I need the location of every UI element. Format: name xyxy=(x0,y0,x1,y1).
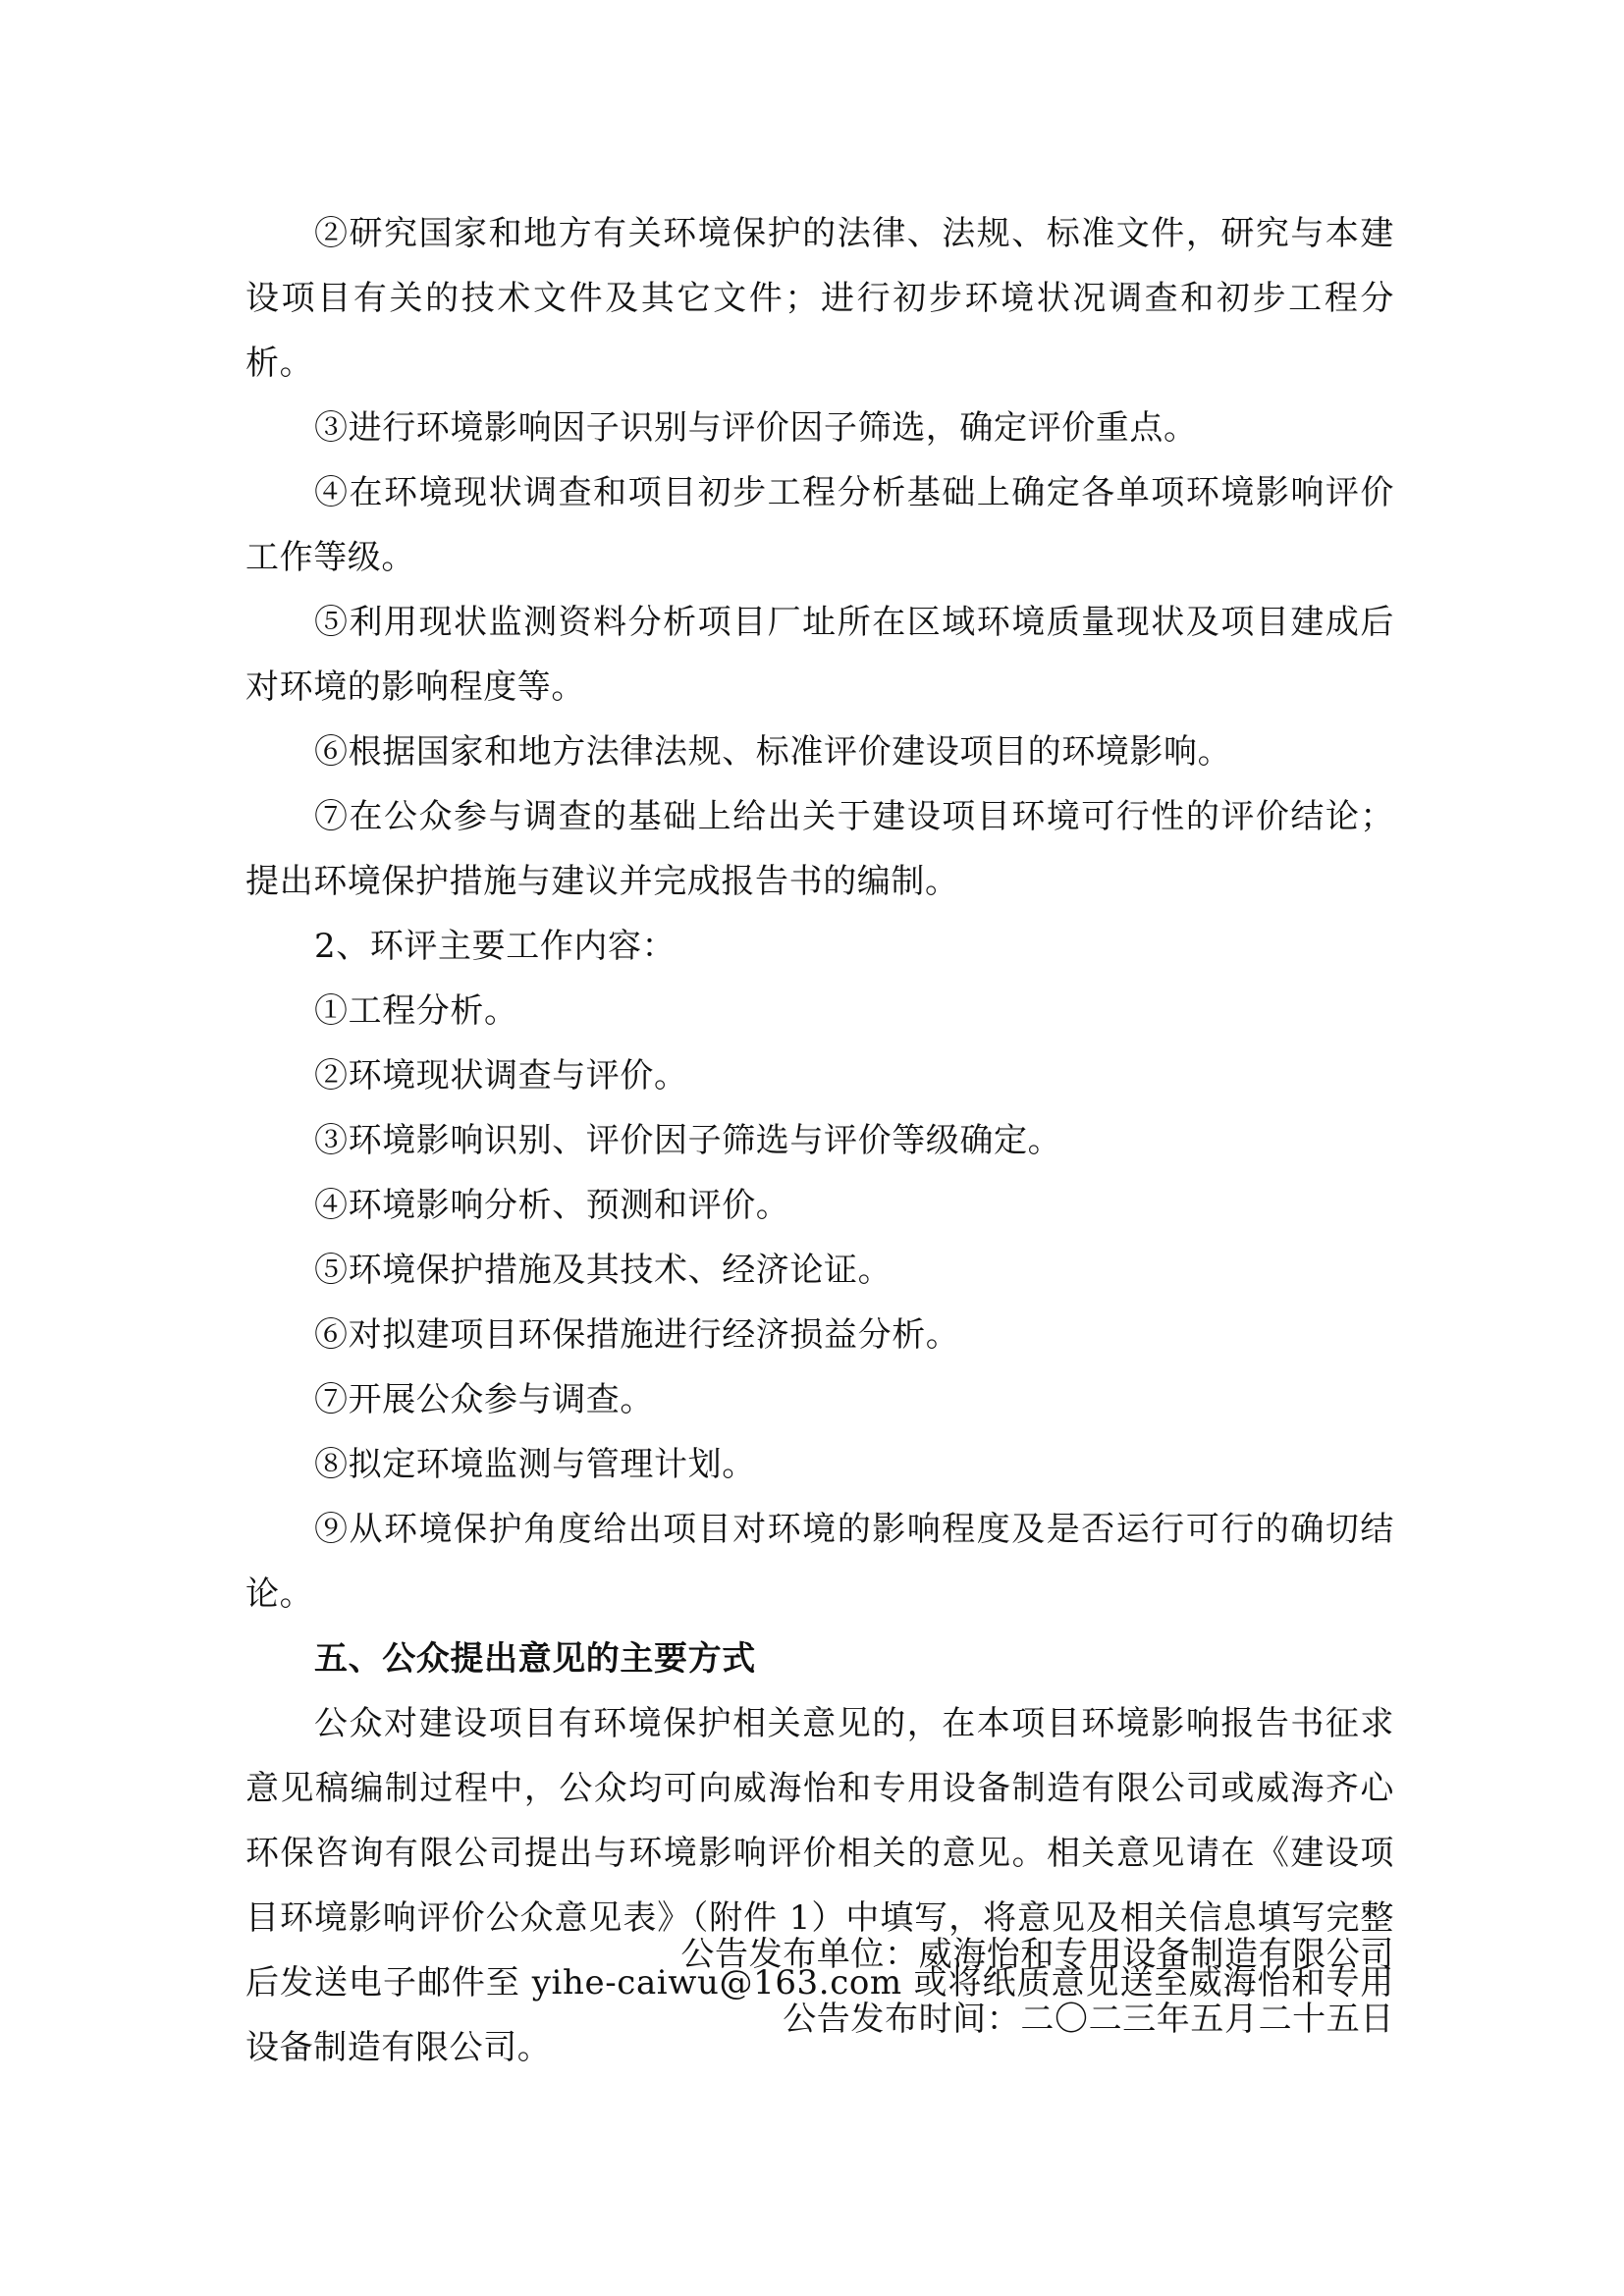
section-heading-public-opinion: 五、公众提出意见的主要方式 xyxy=(314,1639,756,1679)
signature-block xyxy=(680,1922,1394,2052)
work-item-7: ⑦开展公众参与调查。 xyxy=(314,1380,654,1419)
work-item-6: ⑥对拟建项目环保措施进行经济损益分析。 xyxy=(314,1315,960,1355)
work-item-9: ⑨从环境保护角度给出项目对环境的影响程度及是否运行可行的确切结论。 xyxy=(245,1510,1394,1614)
paragraph-step-4: ④在环境现状调查和项目初步工程分析基础上确定各单项环境影响评价工作等级。 xyxy=(245,473,1394,577)
work-item-2: ②环境现状调查与评价。 xyxy=(314,1056,688,1095)
work-item-3: ③环境影响识别、评价因子筛选与评价等级确定。 xyxy=(314,1121,1062,1160)
paragraph-step-3: ③进行环境影响因子识别与评价因子筛选，确定评价重点。 xyxy=(314,408,1198,448)
work-item-5: ⑤环境保护措施及其技术、经济论证。 xyxy=(314,1251,893,1290)
subheading-main-work: 2、环评主要工作内容： xyxy=(314,927,677,966)
paragraph-step-7: ⑦在公众参与调查的基础上给出关于建设项目环境可行性的评价结论；提出环境保护措施与建议并完成报告书的编制。 xyxy=(245,797,1394,901)
publish-date-line: 公告发布时间：二〇二三年五月二十五日 xyxy=(783,2000,1394,2039)
document-body xyxy=(245,201,1394,2080)
work-item-8: ⑧拟定环境监测与管理计划。 xyxy=(314,1445,756,1484)
paragraph-step-6: ⑥根据国家和地方法律法规、标准评价建设项目的环境影响。 xyxy=(314,732,1232,772)
paragraph-step-2: ②研究国家和地方有关环境保护的法律、法规、标准文件，研究与本建设项目有关的技术文件及其它文件；进行初步环境状况调查和初步工程分析。 xyxy=(245,214,1394,383)
section-body-public-opinion: 公众对建设项目有环境保护相关意见的，在本项目环境影响报告书征求意见稿编制过程中，公众均可向威海怡和专用设备制造有限公司或威海齐心环保咨询有限公司提出与环境影响评价相关的意见。相关意见请在《建设项目环境影响评价公众意见表》（附件 1）中填写，将意见及相关信息填写完整后发送电子邮件至 yihe-caiwu@163.com 或将纸质意见送至威海怡和专用设备制造有限公司。 xyxy=(245,1704,1394,2067)
publisher-line: 公告发布单位：威海怡和专用设备制造有限公司 xyxy=(680,1935,1394,1974)
work-item-1: ①工程分析。 xyxy=(314,991,518,1031)
work-item-4: ④环境影响分析、预测和评价。 xyxy=(314,1186,790,1225)
paragraph-step-5: ⑤利用现状监测资料分析项目厂址所在区域环境质量现状及项目建成后对环境的影响程度等。 xyxy=(245,603,1394,707)
